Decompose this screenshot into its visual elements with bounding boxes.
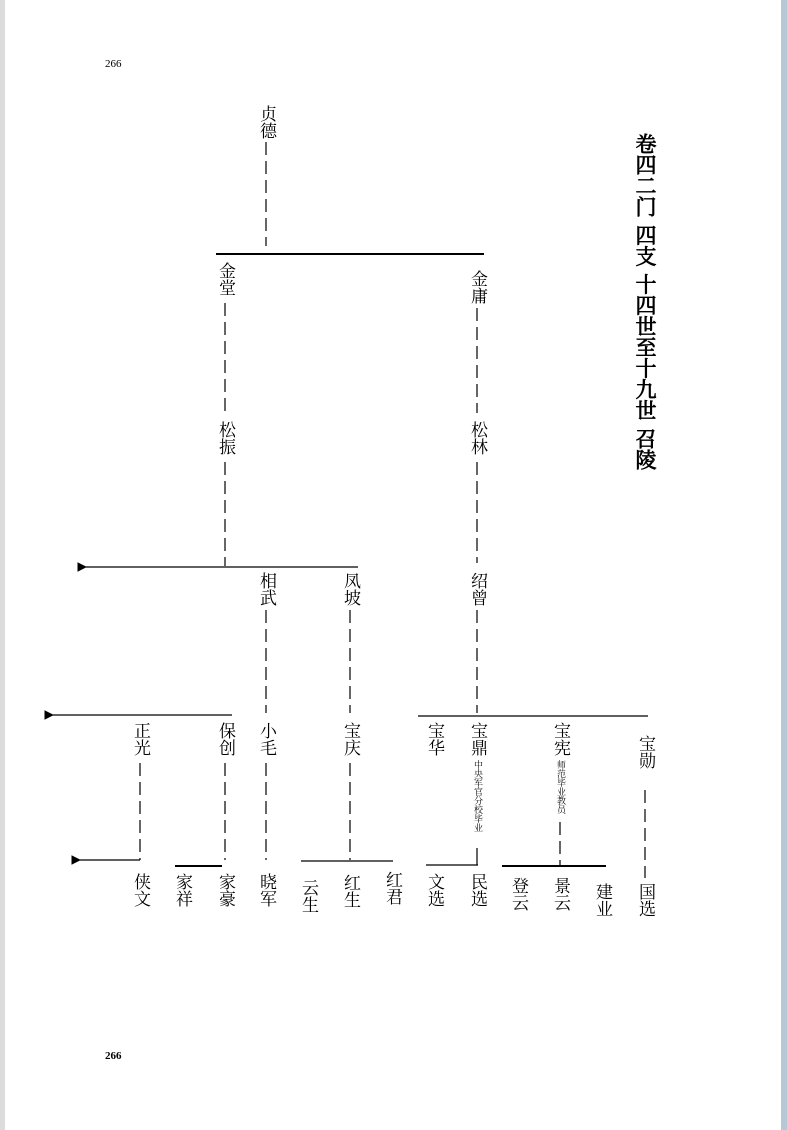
note-baoding: 中央军官分校毕业 <box>472 760 482 832</box>
person-jinyong: 金庸 <box>467 270 487 304</box>
person-shaozeng: 绍曾 <box>467 572 487 606</box>
person-baoxun: 宝勋 <box>635 735 655 769</box>
person-jingyun: 景云 <box>550 877 570 911</box>
person-zhengguang: 正光 <box>130 722 150 756</box>
person-songzhen: 松振 <box>215 421 235 455</box>
person-jiahao: 家豪 <box>215 873 235 907</box>
person-xiangwu: 相武 <box>256 572 276 606</box>
person-guoxuan: 国选 <box>635 883 655 917</box>
person-xiaomao: 小毛 <box>256 722 276 756</box>
person-baoqing: 宝庆 <box>340 722 360 756</box>
person-xiaojun: 晓军 <box>256 873 276 907</box>
person-fengpo: 凤坡 <box>340 572 360 606</box>
person-baoxian: 宝宪 <box>550 722 570 756</box>
person-dengyun: 登云 <box>508 877 528 911</box>
person-songlin: 松林 <box>467 421 487 455</box>
person-zhende: 贞德 <box>256 105 276 139</box>
person-wenxuan: 文选 <box>424 873 444 907</box>
dashed-links <box>140 142 645 878</box>
chapter-title: 卷四二门 四支 十四世至十九世 召陵 <box>633 133 657 470</box>
person-yunsheng: 云生 <box>298 879 318 913</box>
person-jianye: 建业 <box>592 883 612 917</box>
note-baoxian: 师范毕业教员 <box>555 760 565 814</box>
person-hongsheng: 红生 <box>340 874 360 908</box>
person-baoding: 宝鼎 <box>467 722 487 756</box>
person-minxuan: 民选 <box>467 873 487 907</box>
person-baohua: 宝华 <box>424 722 444 756</box>
person-jintang: 金堂 <box>215 262 235 296</box>
person-baochuang: 保创 <box>215 722 235 756</box>
person-hongjun: 红君 <box>382 871 402 905</box>
person-jiaxiang: 家祥 <box>172 873 192 907</box>
page-number-bottom: 266 <box>105 1050 122 1062</box>
page-number-top: 266 <box>105 58 122 70</box>
person-xiawen: 侠文 <box>130 873 150 907</box>
